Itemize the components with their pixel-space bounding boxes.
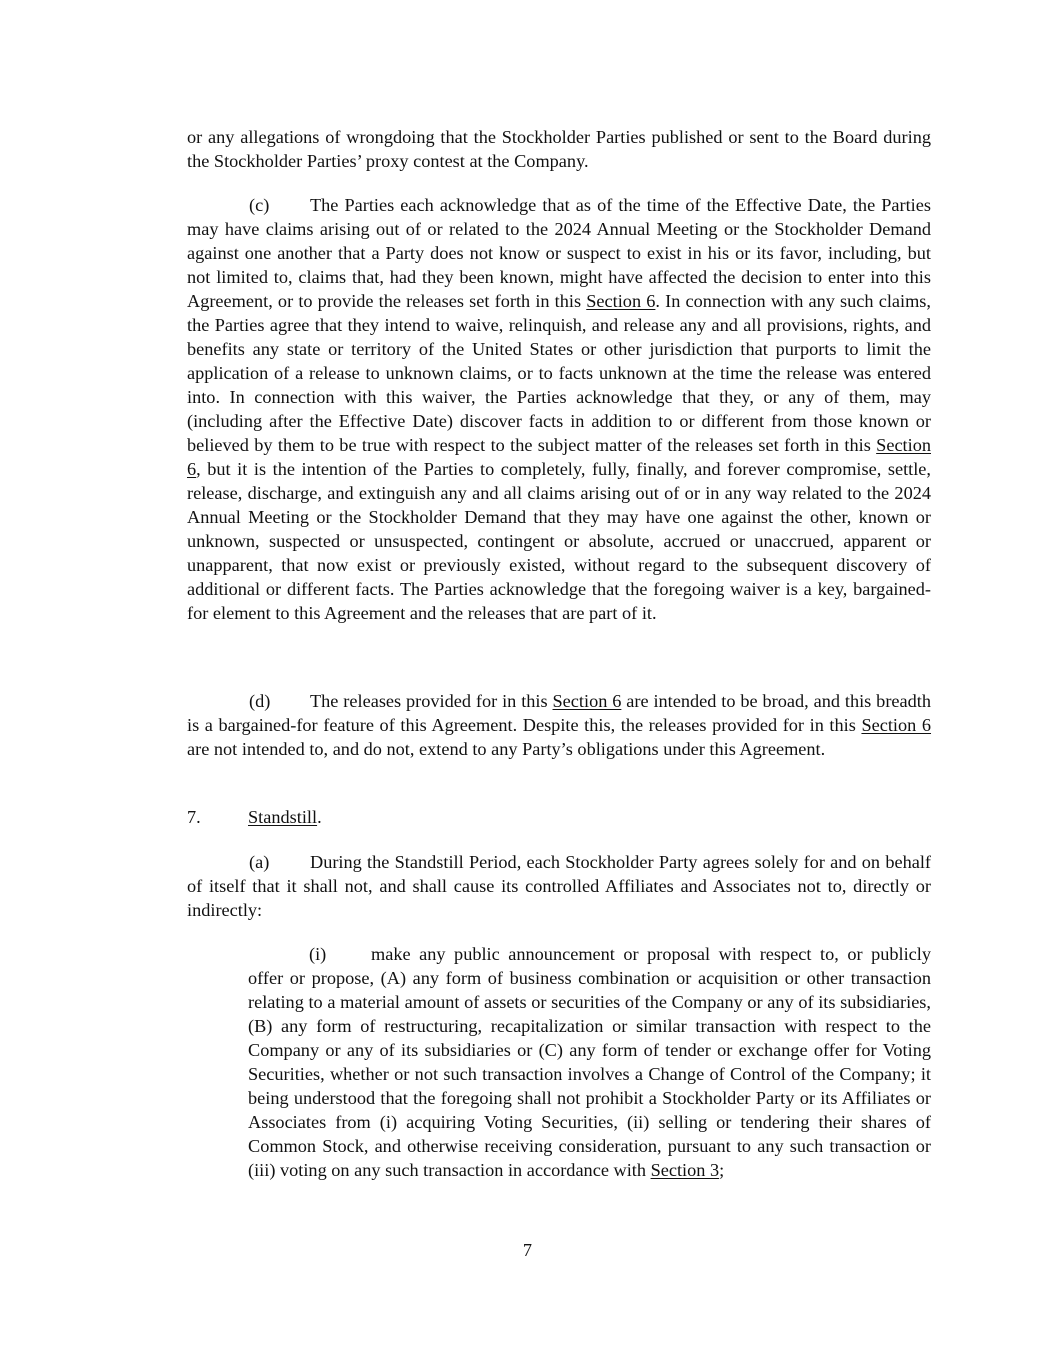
paragraph-c-text-1: The Parties each acknowledge that as of the time of the Effective Date, the Parties may have claims arising out of or related to the 2024 Annual Meeting or the Stockholder Demand against one another that a Party does not know or suspect to exist in his or its favor, including, but not limited to, claims that, had they been known, might have affected the decision to enter into this Agreement, or to provide the releases set forth in this bbox=[187, 195, 931, 311]
paragraph-c-text-3: , but it is the intention of the Parties to completely, fully, finally, and forever compromise, settle, release, discharge, and extinguish any and all claims arising out of or in any way related to the 2024 Annual Meeting or the Stockholder Demand that they may have one against the other, known or unknown, suspected or unsuspected, contingent or absolute, accrued or unaccrued, apparent or unapparent, that now exist or previously existed, without regard to the subsequent discovery of additional or different facts. The Parties acknowledge that the foregoing waiver is a key, bargained-for element to this Agreement and the releases that are part of it. bbox=[187, 459, 931, 623]
section-7-heading bbox=[187, 805, 322, 829]
section-6-link[interactable]: Section 6 bbox=[586, 291, 656, 311]
paragraph-a bbox=[187, 850, 931, 922]
paragraph-a-text: During the Standstill Period, each Stockholder Party agrees solely for and on behalf of itself that it shall not, and shall cause its controlled Affiliates and Associates not to, directly or indirectly: bbox=[187, 852, 931, 920]
paragraph-d-text-1: The releases provided for in this bbox=[310, 691, 553, 711]
paragraph-d bbox=[187, 689, 931, 761]
paragraph-d-text-3: are not intended to, and do not, extend to any Party’s obligations under this Agreement. bbox=[187, 739, 826, 759]
item-i-text-2: ; bbox=[719, 1160, 725, 1180]
page-number: 7 bbox=[522, 1240, 533, 1260]
item-i bbox=[248, 942, 931, 1182]
item-i-text-1: make any public announcement or proposal with respect to, or publicly offer or propose, (A) any form of business combination or acquisition or other transaction relating to a material amount of assets or securities of the Company or any of its subsidiaries, (B) any form of restructuring, recapitalization or similar transaction with respect to the Company or any of its subsidiaries or (C) any form of tender or exchange offer for Voting Securities, whether or not such transaction involves a Change of Control of the Company; it being understood that the foregoing shall not prohibit a Stockholder Party or its Affiliates or Associates from (i) acquiring Voting Securities, (ii) selling or tendering their shares of Common Stock, and otherwise receiving consideration, pursuant to any such transaction or (iii) voting on any such transaction in accordance with bbox=[248, 944, 931, 1180]
section-7-title-end: . bbox=[317, 807, 322, 827]
paragraph-c bbox=[187, 193, 931, 625]
paragraph-a-label: (a) bbox=[249, 852, 270, 872]
paragraph-d-label: (d) bbox=[249, 691, 271, 711]
section-6-link[interactable]: Section 6 bbox=[552, 691, 622, 711]
paragraph-c-text-2: . In connection with any such claims, the Parties agree that they intend to waive, relinquish, and release any and all provisions, rights, and benefits any state or territory of the United States or other jurisdiction that purports to limit the application of a release to unknown claims, or to facts unknown at the time the release was entered into. In connection with this waiver, the Parties acknowledge that they, or any of them, may (including after the Effective Date) discover facts in addition to or different from those known or believed by them to be true with respect to the subject matter of the releases set forth in this bbox=[187, 291, 931, 455]
paragraph-d-text-2: are intended to be broad, and this breadth is a bargained-for feature of this Agreement. Despite this, the releases provided for in this bbox=[187, 691, 931, 735]
item-i-label: (i) bbox=[309, 944, 327, 964]
paragraph-c-label: (c) bbox=[249, 195, 270, 215]
intro-paragraph bbox=[187, 125, 931, 173]
section-3-link[interactable]: Section 3 bbox=[650, 1160, 720, 1180]
section-7-title: Standstill bbox=[248, 807, 318, 827]
section-6-link[interactable]: Section 6 bbox=[861, 715, 932, 735]
intro-text: or any allegations of wrongdoing that the Stockholder Parties published or sent to the Board during the Stockholder Parties’ proxy contest at the Company. bbox=[187, 127, 931, 171]
section-6-link[interactable]: Section 6 bbox=[187, 435, 931, 479]
section-7-number: 7. bbox=[187, 807, 201, 827]
